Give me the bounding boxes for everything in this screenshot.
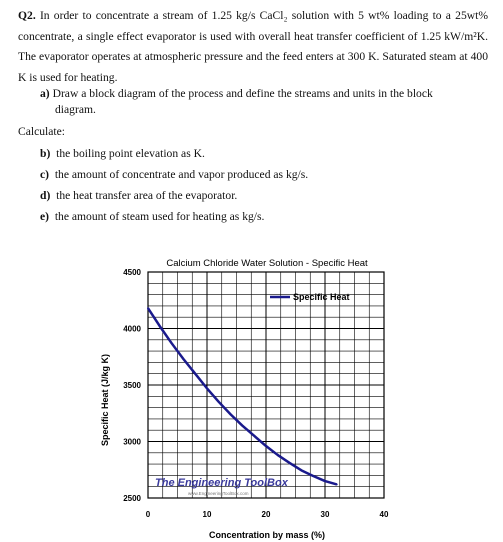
- part-a: [40, 84, 490, 103]
- data-point: [336, 484, 338, 486]
- data-point: [159, 325, 161, 327]
- part-a-text: Draw a block diagram of the process and define the streams and units in the block: [52, 87, 433, 100]
- legend-label: Specific Heat: [293, 292, 350, 302]
- x-tick-label: 0: [145, 510, 151, 519]
- y-tick-label: 4000: [123, 324, 141, 334]
- part-c: c) the amount of concentrate and vapor produced as kg/s.: [40, 168, 309, 181]
- y-tick-label: 4500: [123, 268, 141, 277]
- y-tick-labels: [123, 268, 141, 503]
- watermark-title: The Engineering ToolBox: [155, 477, 288, 489]
- y-tick-label: 2500: [123, 494, 141, 503]
- data-point: [324, 480, 326, 482]
- data-point: [253, 435, 255, 437]
- data-point: [265, 445, 267, 447]
- question-text: In order to concentrate a stream of 1.25 kg/s CaCl₂ solution with 5 wt% loading to a 25wt% concentrate, a single effect evaporator is used with overall heat transfer coefficient of 1.25 kW/m²K. The evaporator operates at atmospheric pressure and the feed enters at 300 K. Saturated steam at 400 K is used for heating.: [18, 9, 488, 84]
- y-tick-label: 3000: [123, 437, 141, 447]
- data-point: [242, 425, 244, 427]
- y-axis-label: Specific Heat (J/kg K): [100, 353, 110, 447]
- calculate-label: Calculate:: [18, 125, 65, 138]
- chart-title: Calcium Chloride Water Solution - Specific Heat: [166, 258, 368, 269]
- watermark: [155, 477, 289, 496]
- y-tick-label: 3500: [123, 381, 141, 390]
- x-axis-label: Concentration by mass (%): [208, 530, 326, 540]
- x-tick-label: 30: [320, 510, 330, 519]
- data-point: [183, 358, 185, 360]
- x-tick-labels: [146, 510, 389, 519]
- data-point: [312, 475, 314, 477]
- part-a-line2: diagram.: [55, 103, 96, 116]
- x-tick-label: 20: [261, 510, 271, 519]
- chart-grid: [148, 272, 384, 498]
- data-point: [230, 413, 232, 415]
- question-paragraph: [18, 6, 488, 88]
- part-e: e) the amount of steam used for heating as kg/s.: [40, 210, 265, 223]
- data-point: [171, 342, 173, 344]
- data-point: [301, 469, 303, 471]
- specific-heat-chart: [0, 242, 503, 542]
- part-d: d) the heat transfer area of the evaporator.: [40, 189, 238, 202]
- x-tick-label: 40: [379, 510, 389, 519]
- watermark-url: www.EngineeringToolBox.com: [188, 491, 249, 496]
- data-point: [194, 373, 196, 375]
- data-point: [277, 454, 279, 456]
- data-point: [206, 387, 208, 389]
- data-point: [147, 307, 149, 309]
- part-a-label: a): [40, 87, 50, 100]
- question-number: Q2.: [18, 9, 36, 22]
- x-tick-label: 10: [202, 510, 212, 519]
- legend: [270, 292, 350, 302]
- part-b: b) the boiling point elevation as K.: [40, 147, 205, 160]
- data-point: [289, 462, 291, 464]
- data-point: [218, 401, 220, 403]
